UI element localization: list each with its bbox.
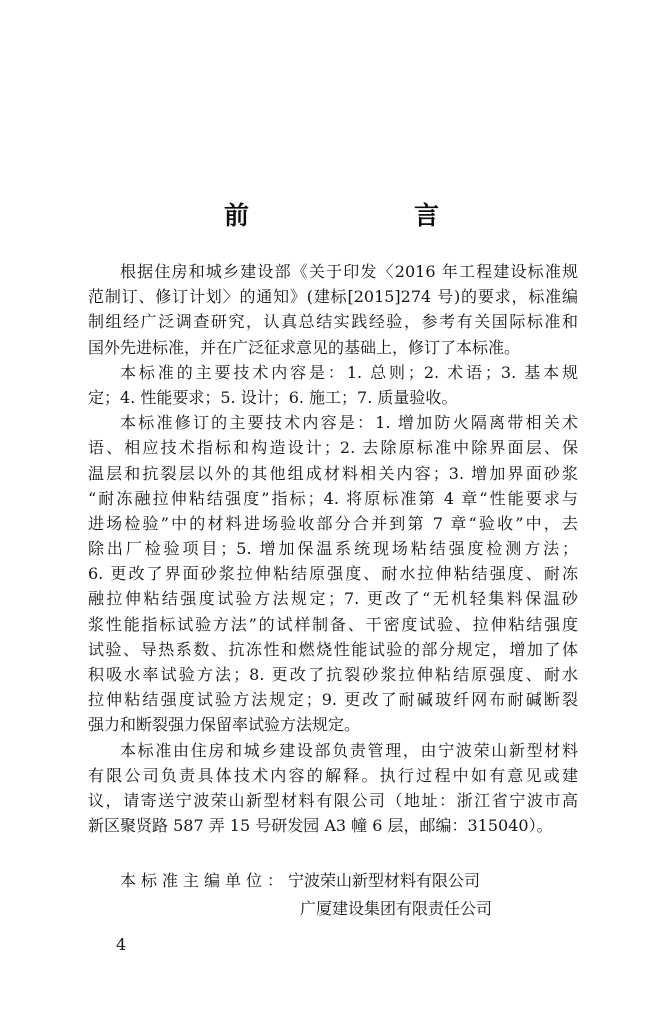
text-line: 6. 更改了界面砂浆拉伸粘结原强度、耐水拉伸粘结强度、耐冻 xyxy=(88,564,578,584)
text-line: 进场检验”中的材料进场验收部分合并到第 7 章“验收”中，去 xyxy=(88,513,578,533)
editor-label: 本标准主编单位： xyxy=(120,871,289,890)
text-line: 根据住房和城乡建设部《关于印发〈2016 年工程建设标准规 xyxy=(120,262,578,281)
text-line: 范制订、修订计划〉的通知》(建标[2015]274 号)的要求，标准编 xyxy=(88,287,578,307)
text-line: 强力和断裂强力保留率试验方法规定。 xyxy=(88,715,361,735)
text-line: 制组经广泛调查研究，认真总结实践经验，参考有关国际标准和 xyxy=(88,312,578,332)
editor-unit: 广厦建设集团有限责任公司 xyxy=(300,899,493,918)
text-line: 本标准由住房和城乡建设部负责管理，由宁波荣山新型材料 xyxy=(120,740,578,760)
text-line: 议，请寄送宁波荣山新型材料有限公司（地址：浙江省宁波市高 xyxy=(88,790,578,810)
text-line: 本标准修订的主要技术内容是：1. 增加防火隔离带相关术 xyxy=(120,413,578,433)
text-line: 积吸水率试验方法；8. 更改了抗裂砂浆拉伸粘结原强度、耐水 xyxy=(88,665,578,684)
text-line: 温层和抗裂层以外的其他组成材料相关内容；3. 增加界面砂浆 xyxy=(88,463,578,483)
text-line: 拉伸粘结强度试验方法规定；9. 更改了耐碱玻纤网布耐碱断裂 xyxy=(88,690,578,710)
text-line: 定；4. 性能要求；5. 设计；6. 施工；7. 质量验收。 xyxy=(88,387,458,407)
text-line: 语、相应技术指标和构造设计；2. 去除原标准中除界面层、保 xyxy=(88,438,578,458)
text-line: 除出厂检验项目；5. 增加保温系统现场粘结强度检测方法； xyxy=(88,539,578,559)
text-line: 本标准的主要技术内容是：1. 总则；2. 术语；3. 基本规 xyxy=(120,362,578,382)
page-title: 前 言 xyxy=(223,201,509,230)
editor-unit-row xyxy=(300,896,492,919)
page-number: 4 xyxy=(116,935,127,954)
text-line: 国外先进标准，并在广泛征求意见的基础上，修订了本标准。 xyxy=(88,337,521,357)
body-text xyxy=(88,259,578,838)
text-line: 新区聚贤路 587 弄 15 号研发园 A3 幢 6 层，邮编：315040）。 xyxy=(88,816,553,836)
editor-unit: 宁波荣山新型材料有限公司 xyxy=(288,871,481,890)
text-line: 浆性能指标试验方法”的试样制备、干密度试验、拉伸粘结强度 xyxy=(88,614,578,634)
editor-unit-row xyxy=(120,868,480,891)
text-line: 试验、导热系数、抗冻性和燃烧性能试验的部分规定，增加了体 xyxy=(88,639,578,659)
text-line: “耐冻融拉伸粘结强度”指标；4. 将原标准第 4 章“性能要求与 xyxy=(88,488,578,508)
text-line: 有限公司负责具体技术内容的解释。执行过程中如有意见或建 xyxy=(88,765,578,785)
text-line: 融拉伸粘结强度试验方法规定；7. 更改了“无机轻集料保温砂 xyxy=(88,589,578,609)
